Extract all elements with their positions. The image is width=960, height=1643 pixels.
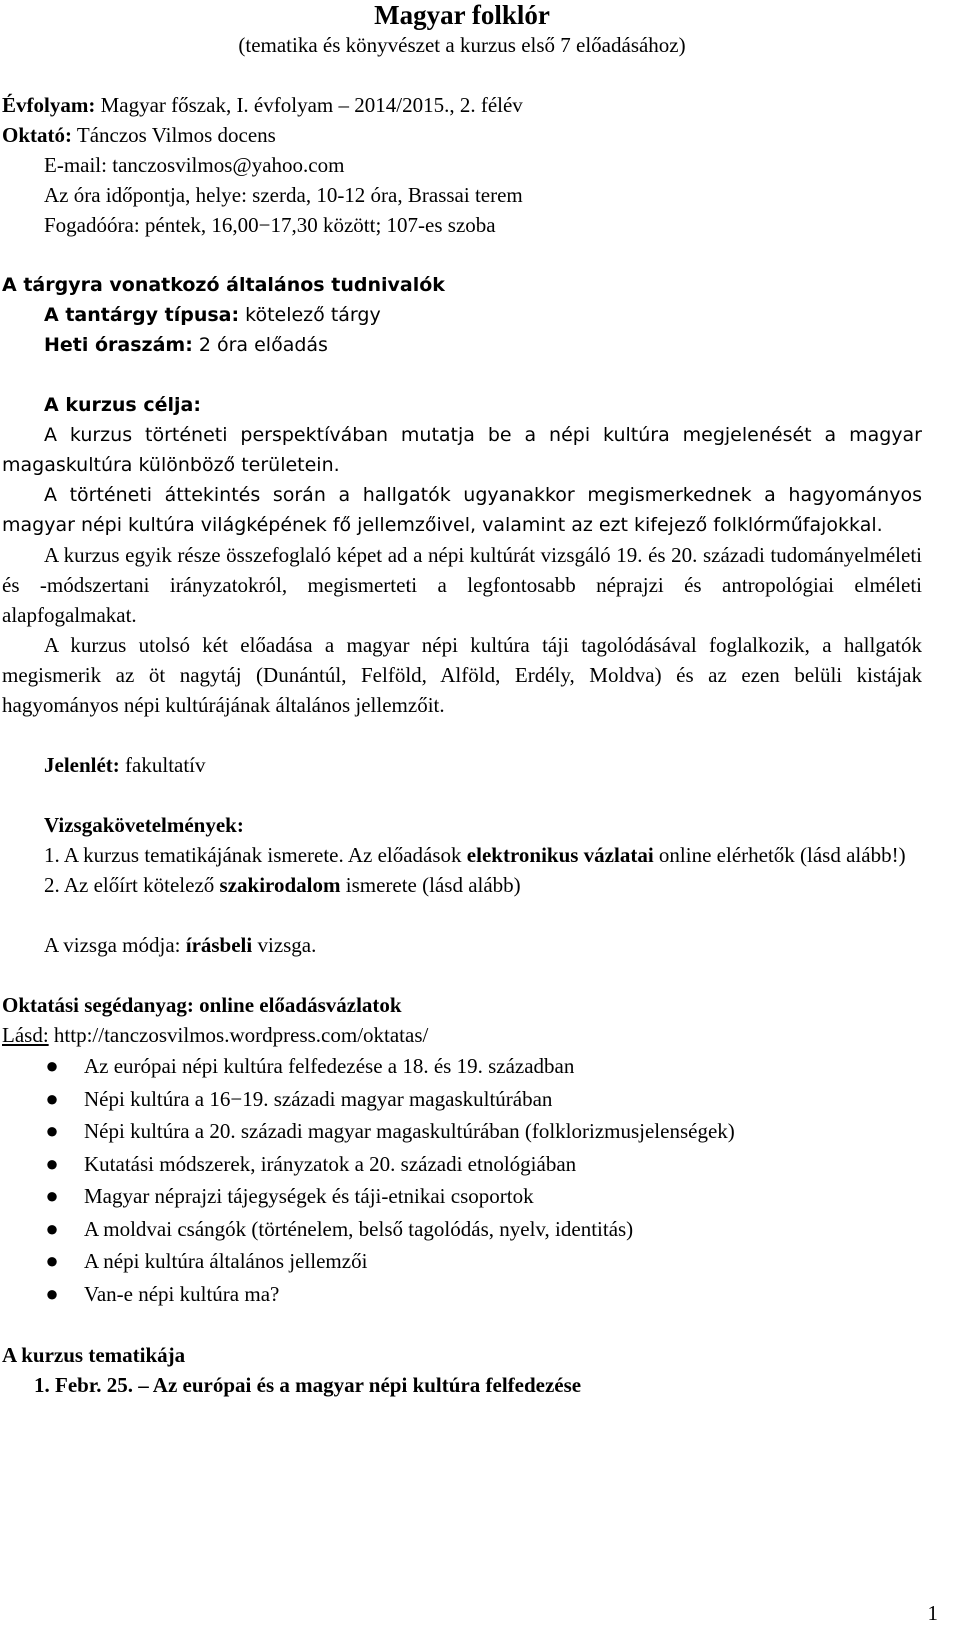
spacer xyxy=(2,240,922,270)
exam-mode-tail: vizsga. xyxy=(252,933,317,957)
exam-mode-text: A vizsga módja: xyxy=(44,933,186,957)
exam-requirement-2-bold: szakirodalom xyxy=(219,873,341,897)
course-year-value: Magyar főszak, I. évfolyam – 2014/2015., 2. félév xyxy=(95,93,523,117)
bullet-icon: ● xyxy=(45,1280,59,1306)
see-label: Lásd: xyxy=(2,1023,49,1047)
attendance-value: fakultatív xyxy=(119,753,206,777)
course-year-label: Évfolyam: xyxy=(2,93,96,117)
materials-url[interactable]: http://tanczosvilmos.wordpress.com/oktatas/ xyxy=(48,1023,429,1047)
bullet-icon: ● xyxy=(45,1085,59,1111)
general-info-heading: A tárgyra vonatkozó általános tudnivalók xyxy=(2,274,445,296)
bullet-icon: ● xyxy=(45,1118,59,1143)
teacher-value: Tánczos Vilmos docens xyxy=(72,123,276,147)
list-item-label: Kutatási módszerek, irányzatok a 20. századi etnológiában xyxy=(84,1151,577,1176)
list-item xyxy=(2,1180,922,1213)
exam-requirement-2-tail: ismerete (lásd alább) xyxy=(340,873,521,897)
teacher-line xyxy=(2,120,922,150)
spacer xyxy=(2,900,922,930)
list-item xyxy=(2,1213,922,1246)
exam-heading: Vizsgakövetelmények: xyxy=(44,813,244,837)
attendance-label: Jelenlét: xyxy=(44,753,120,777)
time-place-line: Az óra időpontja, helye: szerda, 10-12 óra, Brassai terem xyxy=(44,183,523,207)
spacer xyxy=(2,60,922,90)
materials-link-line xyxy=(2,1020,922,1050)
thematics-heading: A kurzus tematikája xyxy=(2,1343,186,1367)
lecture-list xyxy=(2,1050,922,1310)
course-year-line xyxy=(2,90,922,120)
spacer xyxy=(2,960,922,990)
spacer xyxy=(2,720,922,750)
exam-mode-line xyxy=(2,930,922,960)
list-item xyxy=(2,1148,922,1181)
list-item-label: A népi kultúra általános jellemzői xyxy=(84,1249,368,1273)
list-item-label: Népi kultúra a 16−19. századi magyar magaskultúrában xyxy=(84,1086,553,1111)
course-goal-heading: A kurzus célja: xyxy=(44,394,201,416)
bullet-icon: ● xyxy=(45,1183,59,1208)
subject-type-line xyxy=(2,300,922,330)
goal-paragraph-4: A kurzus utolsó két előadása a magyar népi kultúra táji tagolódásával foglalkozik, a hallgatók megismerik az öt nagytáj (Dunántúl, Felföld, Alföld, Erdély, Moldva) és az ezen belüli kistájak hagyományos népi kultúrájának általános jellemzőit. xyxy=(2,633,922,717)
office-hours-line: Fogadóóra: péntek, 16,00−17,30 között; 107-es szoba xyxy=(44,213,496,237)
page-title: Magyar folklór xyxy=(374,0,550,30)
list-item xyxy=(2,1245,922,1278)
list-item xyxy=(2,1278,922,1311)
list-item xyxy=(2,1115,922,1148)
list-item-label: Népi kultúra a 20. századi magyar magaskultúrában (folklorizmusjelenségek) xyxy=(84,1119,735,1143)
attendance-line xyxy=(2,750,922,780)
goal-paragraph-1: A kurzus történeti perspektívában mutatja be a népi kultúra megjelenését a magyar magaskultúra különböző területein. xyxy=(2,424,922,476)
exam-requirement-1-text: 1. A kurzus tematikájának ismerete. Az előadások xyxy=(44,843,467,867)
bullet-icon: ● xyxy=(45,1215,59,1241)
list-item-label: Az európai népi kultúra felfedezése a 18. és 19. században xyxy=(84,1054,575,1078)
bullet-icon: ● xyxy=(45,1150,59,1176)
page-subtitle: (tematika és könyvészet a kurzus első 7 előadásához) xyxy=(238,33,686,57)
weekly-hours-line xyxy=(2,330,922,360)
list-item-label: Van-e népi kultúra ma? xyxy=(84,1281,280,1306)
weekly-hours-value: 2 óra előadás xyxy=(192,334,328,356)
spacer xyxy=(2,1310,922,1340)
goal-paragraph-3: A kurzus egyik része összefoglaló képet ad a népi kultúrát vizsgáló 19. és 20. századi tudományelméleti és -módszertani irányzatokról, megismerteti a legfontosabb néprajzi és antropológiai elméleti alapfogalmakat. xyxy=(2,543,922,627)
goal-paragraph-2: A történeti áttekintés során a hallgatók ugyanakkor megismerkednek a hagyományos magyar népi kultúra világképének fő jellemzőivel, valamint az ezt kifejező folklórműfajokkal. xyxy=(2,484,922,536)
subject-type-value: kötelező tárgy xyxy=(239,304,381,326)
materials-heading: Oktatási segédanyag: online előadásvázlatok xyxy=(2,993,402,1017)
exam-requirement-1 xyxy=(2,840,922,870)
exam-requirement-1-bold: elektronikus vázlatai xyxy=(466,843,654,867)
exam-requirement-2-text: 2. Az előírt kötelező xyxy=(44,873,220,897)
thematics-item-1: 1. Febr. 25. – Az európai és a magyar népi kultúra felfedezése xyxy=(34,1373,582,1397)
spacer xyxy=(2,360,922,390)
weekly-hours-label: Heti óraszám: xyxy=(44,334,193,356)
list-item xyxy=(2,1083,922,1116)
list-item-label: A moldvai csángók (történelem, belső tagolódás, nyelv, identitás) xyxy=(84,1216,634,1241)
teacher-label: Oktató: xyxy=(2,123,72,147)
list-item xyxy=(2,1050,922,1083)
exam-requirement-2 xyxy=(2,870,922,900)
email-line: E-mail: tanczosvilmos@yahoo.com xyxy=(44,153,345,177)
subject-type-label: A tantárgy típusa: xyxy=(44,304,240,326)
exam-requirement-1-tail: online elérhetők (lásd alább!) xyxy=(653,843,906,867)
list-item-label: Magyar néprajzi tájegységek és táji-etnikai csoportok xyxy=(84,1184,534,1208)
exam-mode-bold: írásbeli xyxy=(185,933,253,957)
bullet-icon: ● xyxy=(45,1248,59,1273)
spacer xyxy=(2,780,922,810)
bullet-icon: ● xyxy=(45,1053,59,1078)
page-number: 1 xyxy=(927,1601,938,1625)
